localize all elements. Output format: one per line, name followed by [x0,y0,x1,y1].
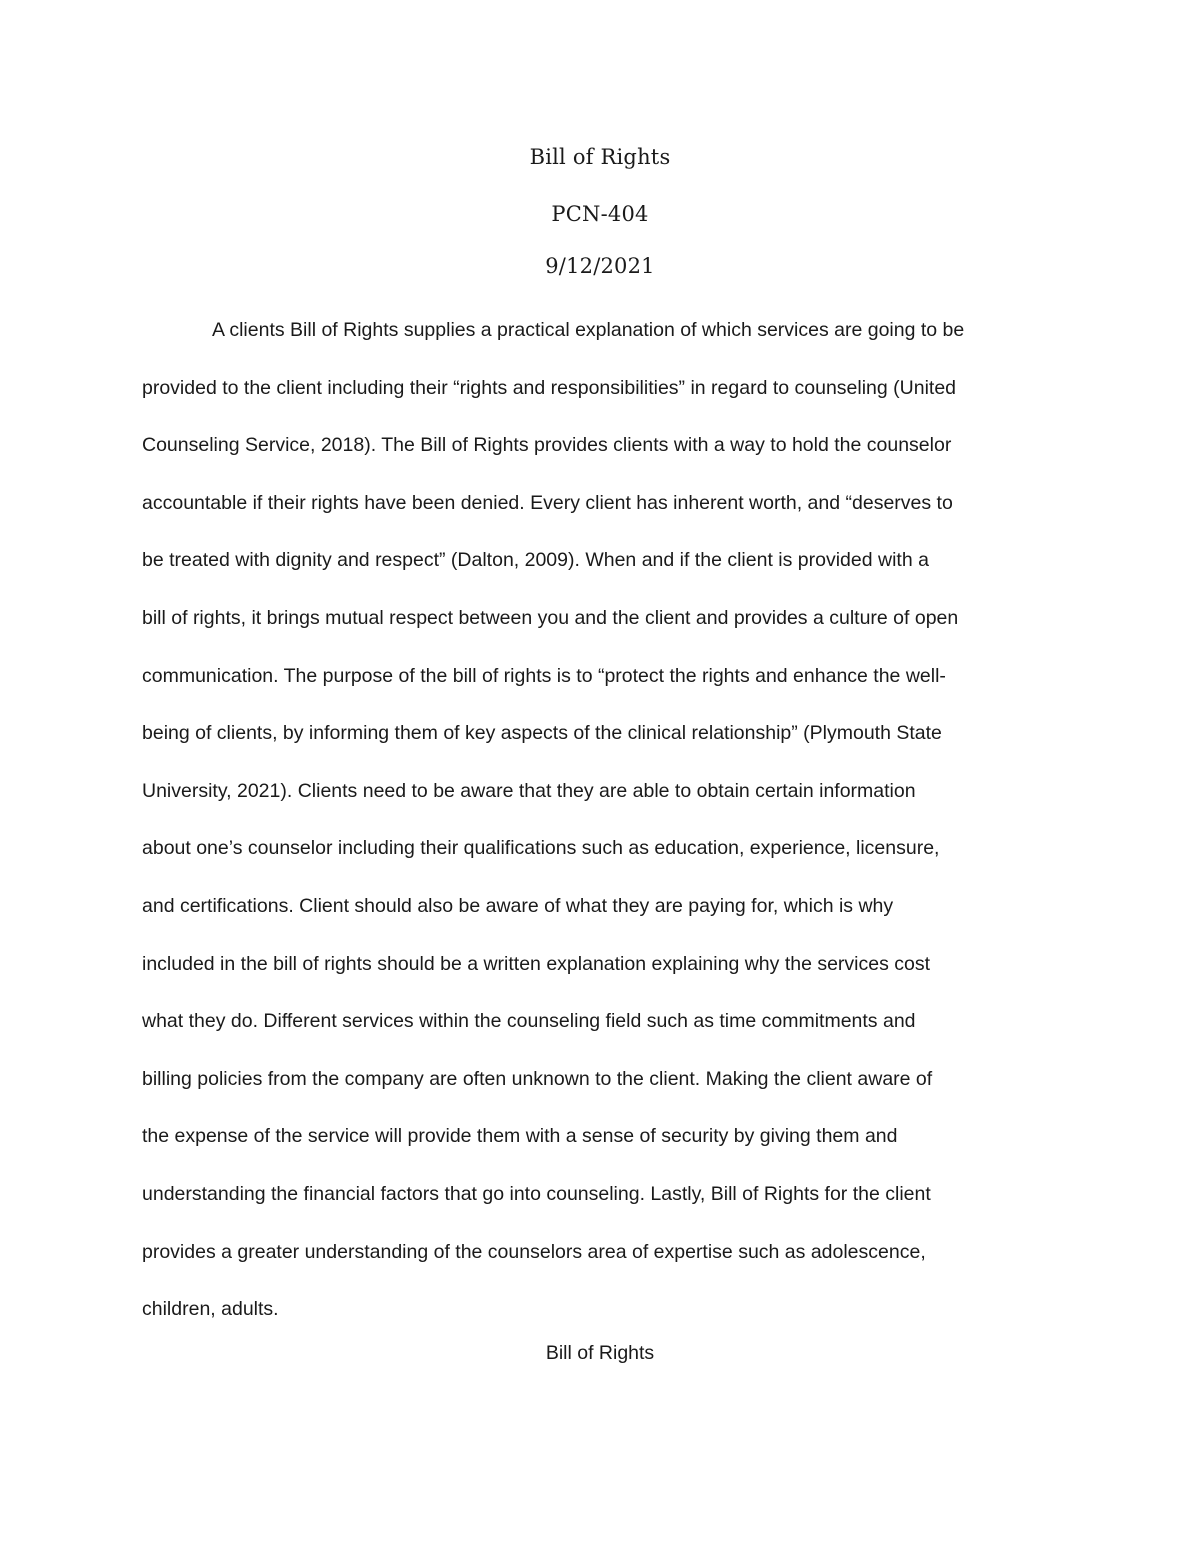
body-paragraph [142,302,1070,1339]
paragraph-line: Counseling Service, 2018). The Bill of Rights provides clients with a way to hold the counselor [142,434,952,457]
paragraph-line: be treated with dignity and respect” (Dalton, 2009). When and if the client is provided with a [142,549,929,572]
document-date: 9/12/2021 [545,254,655,278]
paragraph-line: and certifications. Client should also be aware of what they are paying for, which is why [142,894,894,917]
document-title: Bill of Rights [529,145,671,169]
paragraph-line: communication. The purpose of the bill of rights is to “protect the rights and enhance the well- [142,664,946,687]
paragraph-line: accountable if their rights have been denied. Every client has inherent worth, and “deserves to [142,491,953,514]
paragraph-line: what they do. Different services within the counseling field such as time commitments and [142,1010,916,1033]
paragraph-line: A clients Bill of Rights supplies a practical explanation of which services are going to be [212,319,965,341]
paragraph-line: understanding the financial factors that go into counseling. Lastly, Bill of Rights for the client [142,1182,931,1205]
paragraph-line: about one’s counselor including their qualifications such as education, experience, licensure, [142,837,940,860]
paragraph-line: included in the bill of rights should be a written explanation explaining why the services cost [142,952,931,975]
paragraph-line: billing policies from the company are often unknown to the client. Making the client aware of [142,1067,933,1090]
paragraph-line: provided to the client including their “rights and responsibilities” in regard to counseling (United [142,376,957,399]
paragraph-line: University, 2021). Clients need to be aware that they are able to obtain certain information [142,779,916,802]
section-heading: Bill of Rights [545,1342,655,1364]
paragraph-line: being of clients, by informing them of key aspects of the clinical relationship” (Plymouth State [142,722,942,745]
paragraph-line: the expense of the service will provide them with a sense of security by giving them and [142,1125,898,1148]
course-code: PCN-404 [551,202,649,226]
paragraph-line: children, adults. [142,1298,279,1321]
paragraph-line: provides a greater understanding of the counselors area of expertise such as adolescence, [142,1240,926,1263]
paragraph-line: bill of rights, it brings mutual respect between you and the client and provides a culture of open [142,606,959,629]
